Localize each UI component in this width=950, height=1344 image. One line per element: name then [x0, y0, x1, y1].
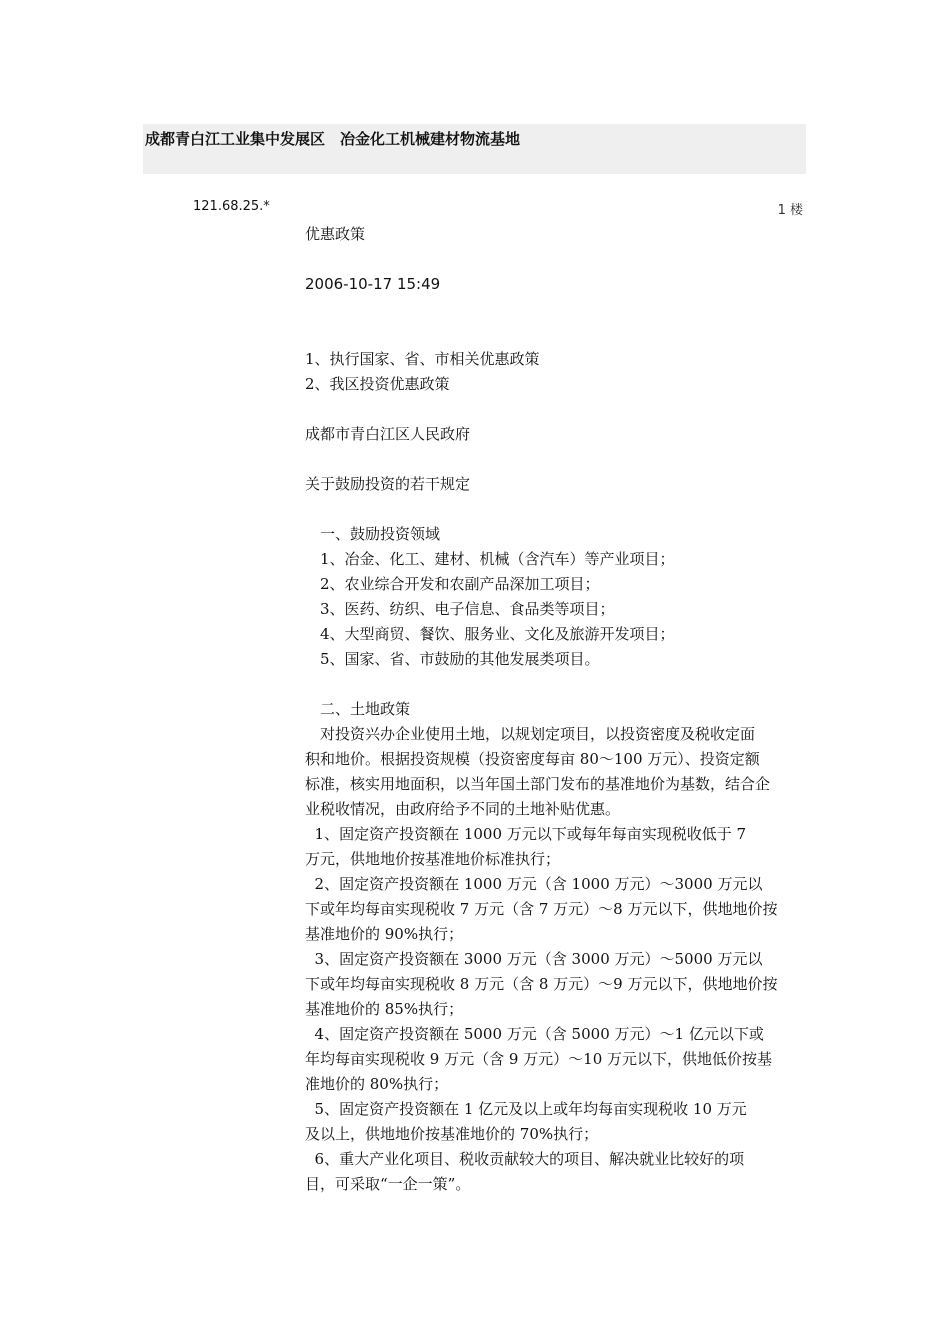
paragraph-line: 下或年均每亩实现税收 8 万元（含 8 万元）～9 万元以下，供地地价按: [305, 975, 778, 993]
section-heading: 二、土地政策: [320, 700, 411, 718]
paragraph-line: 积和地价。根据投资规模（投资密度每亩 80～100 万元）、投资定额: [305, 750, 760, 768]
thread-title: 成都青白江工业集中发展区 冶金化工机械建材物流基地: [145, 130, 521, 148]
paragraph-line: 目，可采取“一企一策”。: [305, 1175, 471, 1193]
paragraph-line: 万元，供地地价按基准地价标准执行；: [305, 850, 561, 868]
paragraph-line: 2、固定资产投资额在 1000 万元（含 1000 万元）～3000 万元以: [305, 875, 763, 893]
paragraph-line: 标准，核实用地面积，以当年国土部门发布的基准地价为基数，结合企: [305, 775, 771, 793]
paragraph-line: 1、固定资产投资额在 1000 万元以下或每年每亩实现税收低于 7: [305, 825, 747, 843]
intro-item: 2、我区投资优惠政策: [305, 375, 450, 393]
post-body: [305, 222, 807, 1197]
document-title: 关于鼓励投资的若干规定: [305, 475, 471, 493]
floor-number: 1 楼: [777, 203, 803, 218]
paragraph-line: 基准地价的 90%执行；: [305, 925, 464, 943]
paragraph-line: 3、固定资产投资额在 3000 万元（含 3000 万元）～5000 万元以: [305, 950, 763, 968]
post-subject: 优惠政策: [305, 225, 366, 243]
paragraph-line: 5、固定资产投资额在 1 亿元及以上或年均每亩实现税收 10 万元: [305, 1100, 747, 1118]
list-item: 5、国家、省、市鼓励的其他发展类项目。: [320, 650, 600, 668]
list-item: 3、医药、纺织、电子信息、食品类等项目；: [320, 600, 615, 618]
paragraph-line: 及以上，供地地价按基准地价的 70%执行；: [305, 1125, 599, 1143]
paragraph-line: 下或年均每亩实现税收 7 万元（含 7 万元）～8 万元以下，供地地价按: [305, 900, 778, 918]
section-heading: 一、鼓励投资领域: [320, 525, 441, 543]
post-datetime: 2006-10-17 15:49: [305, 275, 441, 293]
paragraph-line: 准地价的 80%执行；: [305, 1075, 449, 1093]
list-item: 4、大型商贸、餐饮、服务业、文化及旅游开发项目；: [320, 625, 675, 643]
paragraph-line: 4、固定资产投资额在 5000 万元（含 5000 万元）～1 亿元以下或: [305, 1025, 764, 1043]
section-body: [305, 722, 807, 1197]
list-item: 2、农业综合开发和农副产品深加工项目；: [320, 575, 600, 593]
paragraph-line: 对投资兴办企业使用土地，以规划定项目，以投资密度及税收定面: [305, 725, 756, 743]
issuer: 成都市青白江区人民政府: [305, 425, 471, 443]
paragraph-line: 6、重大产业化项目、税收贡献较大的项目、解决就业比较好的项: [305, 1150, 745, 1168]
thread-title-bar: [143, 124, 806, 174]
list-item: 1、冶金、化工、建材、机械（含汽车）等产业项目；: [320, 550, 675, 568]
paragraph-line: 业税收情况，由政府给予不同的土地补贴优惠。: [305, 800, 621, 818]
paragraph-line: 年均每亩实现税收 9 万元（含 9 万元）～10 万元以下，供地低价按基: [305, 1050, 773, 1068]
poster-ip: 121.68.25.*: [193, 199, 270, 214]
intro-item: 1、执行国家、省、市相关优惠政策: [305, 350, 540, 368]
paragraph-line: 基准地价的 85%执行；: [305, 1000, 464, 1018]
